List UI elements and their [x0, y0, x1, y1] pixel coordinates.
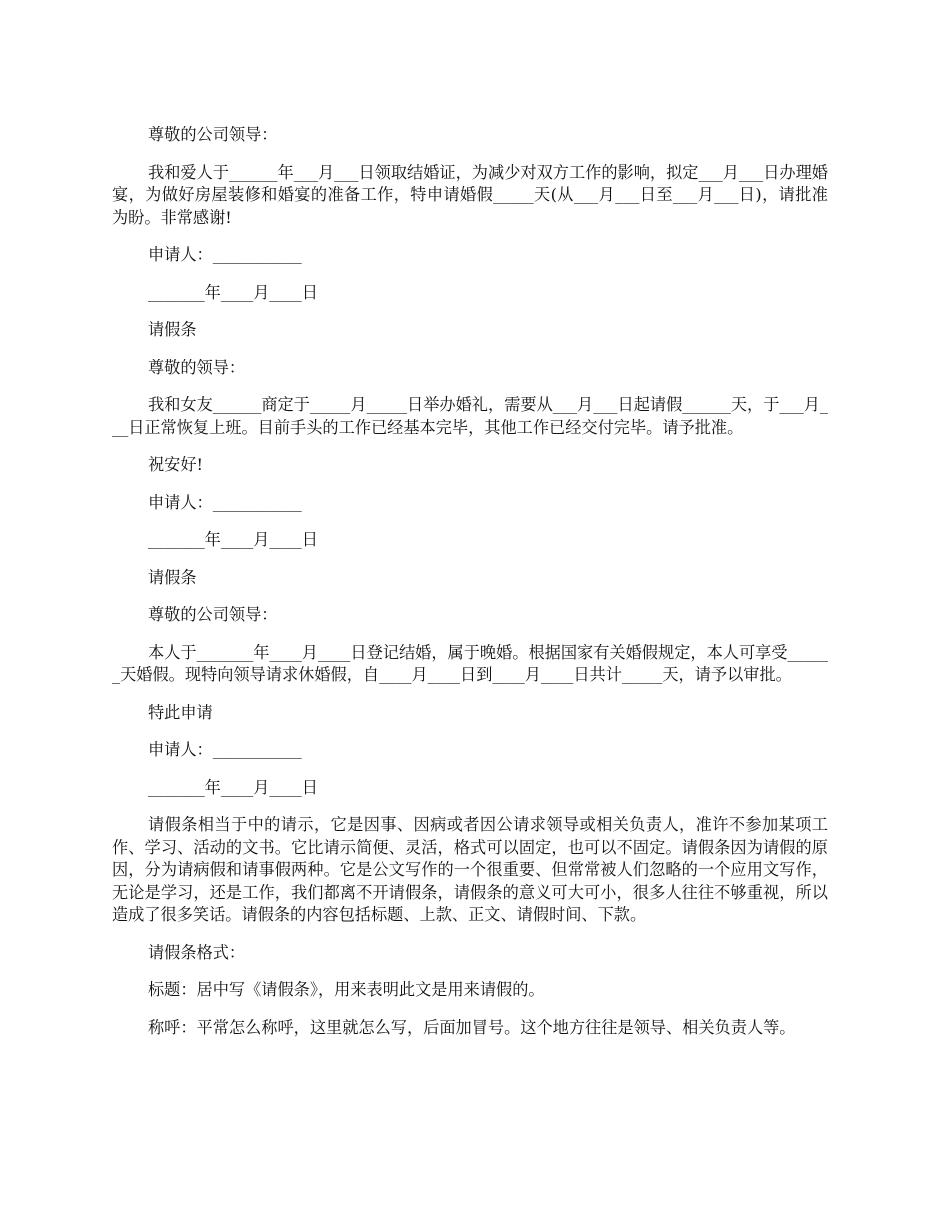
closing-line: 祝安好! [148, 455, 204, 474]
date-line: _______年____月____日 [148, 530, 318, 549]
section-title: 请假条 [148, 320, 197, 339]
format-item-title: 标题：居中写《请假条》，用来表明此文是用来请假的。 [148, 980, 545, 999]
document-page [112, 124, 828, 1054]
closing-line: 特此申请 [148, 702, 213, 722]
explanation-paragraph: 请假条相当于中的请示，它是因事、因病或者因公请求领导或相关负责人，准许不参加某项工作、学习、活动的文书。它比请示简便、灵活，格式可以固定，也可以不固定。请假条因为请假的原因，分为请病假和请事假两种。它是公文写作的一个很重要、但常常被人们忽略的一个应用文写作，无论是学习，还是工作，我们都离不开请假条，请假条的意义可大可小，很多人往往不够重视，所以造成了很多笑话。请假条的内容包括标题、上款、正文、请假时间、下款。 [112, 815, 828, 924]
date-line: _______年____月____日 [148, 282, 318, 302]
date-line: _______年____月____日 [148, 777, 318, 797]
body-paragraph: 本人于_______年____月____日登记结婚，属于晚婚。根据国家有关婚假规定，本人可享受______天婚假。现特向领导请求休婚假，自____月____日到____月____日共计_____天，请予以审批。 [112, 642, 828, 684]
body-paragraph: 我和女友______商定于_____月_____日举办婚礼，需要从___月___日起请假______天，于___月___日正常恢复上班。目前手头的工作已经基本完毕，其他工作已经交付完毕。请予批准。 [112, 395, 828, 437]
salutation: 尊敬的公司领导： [148, 125, 278, 144]
section-title: 请假条 [148, 567, 197, 587]
applicant-line: 申请人：___________ [148, 740, 302, 759]
applicant-line: 申请人：___________ [148, 492, 302, 512]
format-item-salutation: 称呼：平常怎么称呼，这里就怎么写，后面加冒号。这个地方往往是领导、相关负责人等。 [148, 1017, 796, 1037]
body-paragraph: 我和爱人于______年___月___日领取结婚证，为减少对双方工作的影响，拟定___月___日办理婚宴，为做好房屋装修和婚宴的准备工作，特申请婚假_____天(从___月___日至___月___日)，请批准为盼。非常感谢! [112, 162, 828, 227]
salutation: 尊敬的公司领导： [148, 605, 278, 624]
format-heading: 请假条格式： [148, 942, 246, 962]
salutation: 尊敬的领导： [148, 357, 246, 377]
applicant-line: 申请人：___________ [148, 245, 302, 264]
